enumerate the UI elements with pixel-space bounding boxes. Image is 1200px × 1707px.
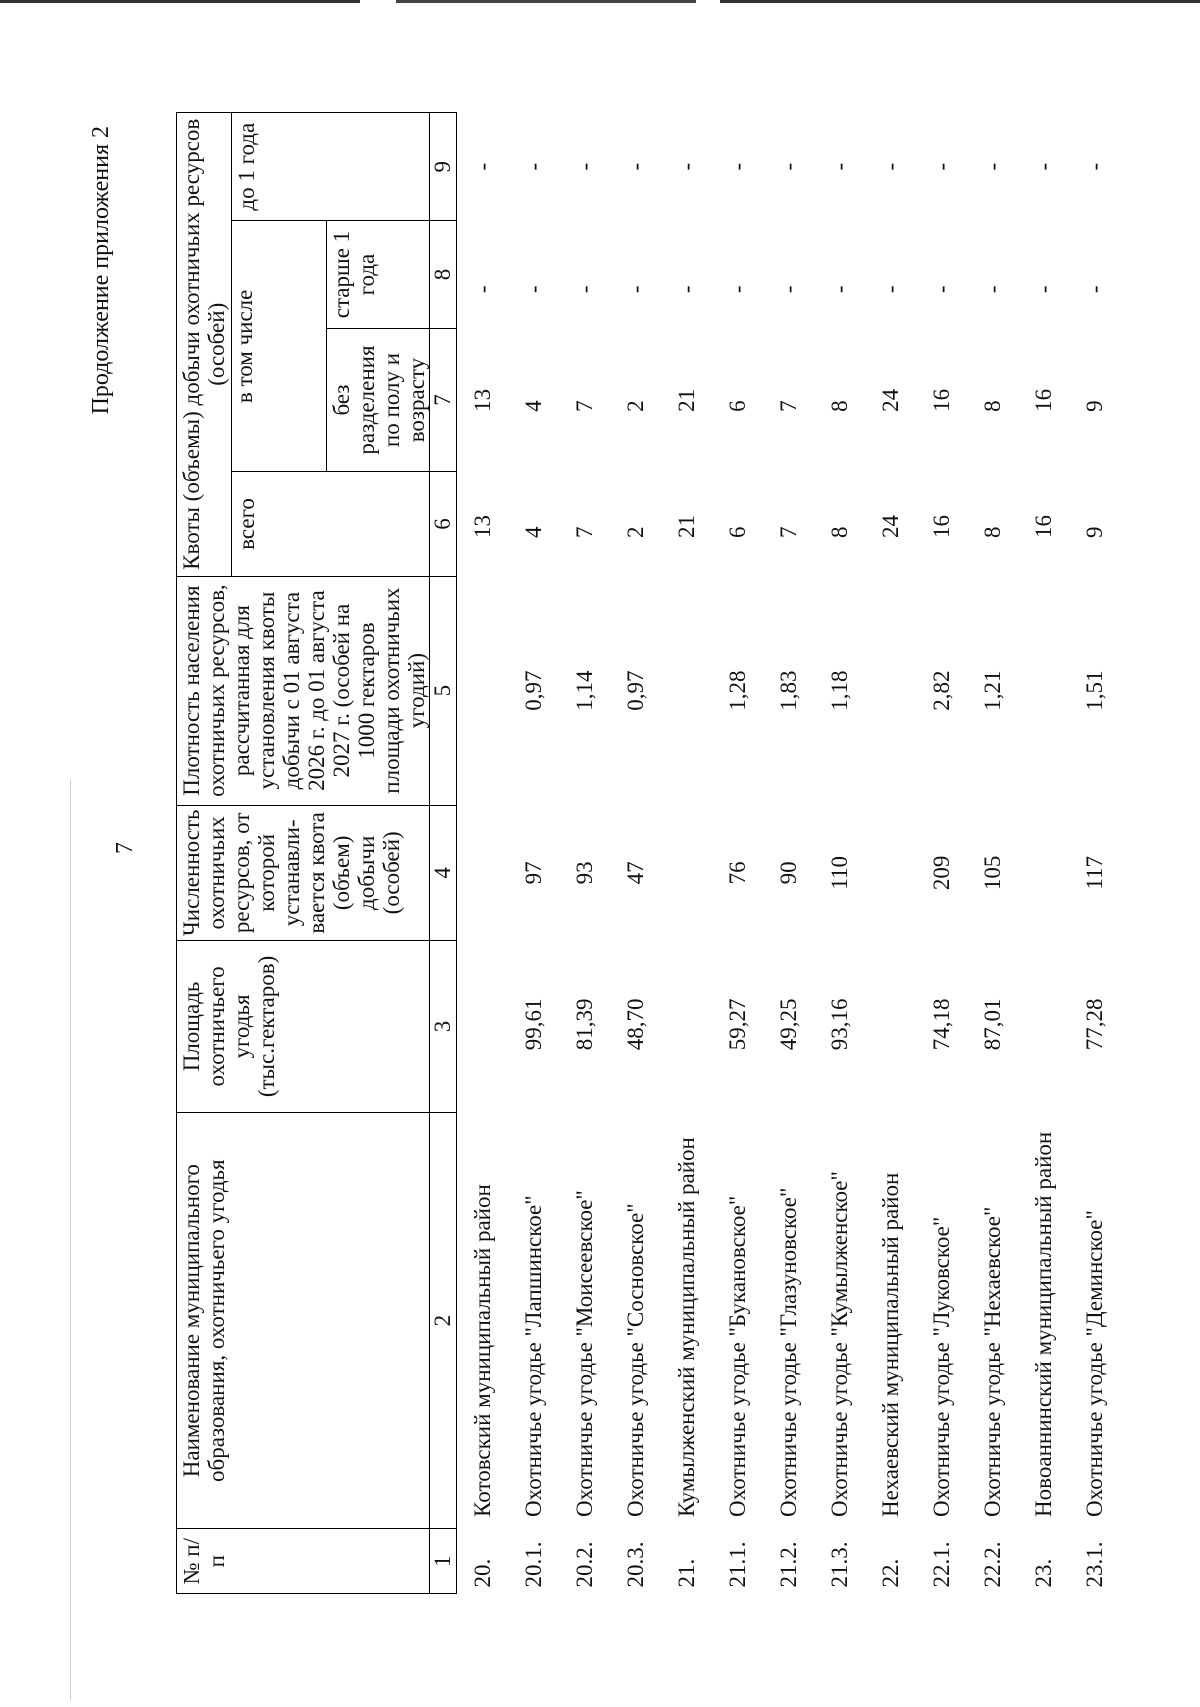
row-area: 74,18 bbox=[928, 998, 954, 1051]
row-area: 77,28 bbox=[1081, 998, 1107, 1051]
row-count: 93 bbox=[571, 861, 597, 885]
row-quota-younger: - bbox=[979, 162, 1005, 171]
row-name: Охотничье угодье "Кумылженское" bbox=[826, 1171, 852, 1517]
row-area bbox=[1018, 941, 1069, 1113]
table-row bbox=[559, 113, 610, 1594]
row-area bbox=[457, 941, 509, 1113]
row-name: Новоаннинский муниципальный район bbox=[1030, 1131, 1056, 1517]
row-density: 1,51 bbox=[1081, 670, 1107, 711]
row-quota-total: 4 bbox=[520, 526, 546, 539]
row-name: Котовский муниципальный район bbox=[469, 1184, 495, 1517]
column-number: 4 bbox=[430, 805, 457, 940]
row-count: 47 bbox=[622, 861, 648, 885]
row-quota-no-division: 7 bbox=[571, 400, 597, 412]
row-number: 23.1. bbox=[1081, 1541, 1107, 1588]
row-density: 1,28 bbox=[724, 670, 750, 711]
row-quota-older: - bbox=[520, 285, 546, 294]
row-name: Охотничье угодье "Луковское" bbox=[928, 1216, 954, 1517]
row-quota-total: 13 bbox=[469, 515, 495, 539]
row-quota-older: - bbox=[826, 285, 852, 294]
row-quota-younger: - bbox=[622, 162, 648, 171]
row-quota-total: 6 bbox=[724, 526, 750, 539]
table-row bbox=[712, 113, 763, 1594]
row-quota-no-division: 8 bbox=[979, 400, 1005, 412]
row-quota-no-division: 16 bbox=[928, 388, 954, 412]
row-quota-younger: - bbox=[775, 162, 801, 171]
row-density bbox=[1018, 576, 1069, 805]
row-quota-total: 16 bbox=[1030, 515, 1056, 539]
header-no-division: без разделения по полу и возрасту bbox=[327, 328, 430, 472]
table-row bbox=[1069, 113, 1120, 1594]
header-number: № п/п bbox=[177, 1529, 430, 1594]
row-number: 21.3. bbox=[826, 1541, 852, 1588]
row-quota-no-division: 16 bbox=[1030, 388, 1056, 412]
row-density: 2,82 bbox=[928, 670, 954, 711]
row-quota-older: - bbox=[775, 285, 801, 294]
row-quota-no-division: 2 bbox=[622, 400, 648, 412]
row-area bbox=[865, 941, 916, 1113]
row-name: Кумылженский муниципальный район bbox=[673, 1137, 699, 1517]
row-number: 21.1. bbox=[724, 1541, 750, 1588]
table-row bbox=[610, 113, 661, 1594]
column-number: 5 bbox=[430, 576, 457, 805]
page-number: 7 bbox=[112, 842, 138, 854]
row-name: Охотничье угодье "Глазуновское" bbox=[775, 1187, 801, 1517]
table-row bbox=[457, 113, 509, 1594]
row-number: 20.3. bbox=[622, 1541, 648, 1588]
header-older: старше 1 года bbox=[327, 221, 430, 328]
row-density bbox=[661, 576, 712, 805]
table-row bbox=[916, 113, 967, 1594]
row-quota-total: 2 bbox=[622, 526, 648, 539]
row-quota-older: - bbox=[1081, 285, 1107, 294]
column-number: 8 bbox=[430, 221, 457, 328]
table-row bbox=[1018, 113, 1069, 1594]
row-quota-older: - bbox=[571, 285, 597, 294]
row-quota-no-division: 9 bbox=[1081, 400, 1107, 412]
header-count: Численность охотничьих ресурсов, от которой устанавли- вается квота (объем) добычи (особей) bbox=[177, 805, 430, 940]
row-number: 20.1. bbox=[520, 1541, 546, 1588]
column-numbers-row bbox=[430, 113, 457, 1594]
row-quota-older: - bbox=[1030, 285, 1056, 294]
row-name: Охотничье угодье "Деминское" bbox=[1081, 1210, 1107, 1517]
row-count: 97 bbox=[520, 861, 546, 885]
row-quota-older: - bbox=[928, 285, 954, 294]
row-quota-no-division: 6 bbox=[724, 400, 750, 412]
table-row bbox=[661, 113, 712, 1594]
row-count bbox=[457, 805, 509, 940]
row-name: Охотничье угодье "Моисеевское" bbox=[571, 1190, 597, 1517]
row-number: 20. bbox=[469, 1558, 495, 1588]
row-count: 117 bbox=[1081, 856, 1107, 890]
row-area: 48,70 bbox=[622, 998, 648, 1051]
row-quota-younger: - bbox=[1081, 162, 1107, 171]
table-row bbox=[814, 113, 865, 1594]
table-row bbox=[508, 113, 559, 1594]
row-density: 1,14 bbox=[571, 670, 597, 711]
row-quota-older: - bbox=[622, 285, 648, 294]
row-quota-younger: - bbox=[826, 162, 852, 171]
continuation-caption: Продолжение приложения 2 bbox=[88, 126, 114, 415]
row-quota-younger: - bbox=[928, 162, 954, 171]
table-row bbox=[967, 113, 1018, 1594]
row-quota-older: - bbox=[979, 285, 1005, 294]
column-number: 7 bbox=[430, 328, 457, 472]
row-number: 21.2. bbox=[775, 1541, 801, 1588]
header-quota: Квоты (объемы) добычи охотничьих ресурсов (особей) bbox=[177, 113, 232, 577]
row-quota-no-division: 24 bbox=[877, 388, 903, 412]
row-quota-younger: - bbox=[1030, 162, 1056, 171]
row-area: 81,39 bbox=[571, 998, 597, 1051]
row-quota-total: 8 bbox=[826, 526, 852, 539]
row-count: 76 bbox=[724, 861, 750, 885]
column-number: 9 bbox=[430, 113, 457, 221]
row-quota-older: - bbox=[469, 285, 495, 294]
row-quota-total: 21 bbox=[673, 515, 699, 539]
row-quota-total: 16 bbox=[928, 515, 954, 539]
row-number: 23. bbox=[1030, 1558, 1056, 1588]
row-count bbox=[1018, 805, 1069, 940]
row-count: 105 bbox=[979, 855, 1005, 891]
row-density: 1,21 bbox=[979, 670, 1005, 711]
row-area: 99,61 bbox=[520, 998, 546, 1051]
column-number: 2 bbox=[430, 1112, 457, 1529]
row-number: 20.2. bbox=[571, 1541, 597, 1588]
row-quota-older: - bbox=[724, 285, 750, 294]
row-density: 0,97 bbox=[520, 670, 546, 711]
table-body bbox=[457, 113, 1121, 1594]
row-area: 93,16 bbox=[826, 998, 852, 1051]
row-density: 0,97 bbox=[622, 670, 648, 711]
row-quota-younger: - bbox=[673, 162, 699, 171]
row-density bbox=[457, 576, 509, 805]
row-area bbox=[661, 941, 712, 1113]
row-quota-older: - bbox=[673, 285, 699, 294]
row-count: 209 bbox=[928, 855, 954, 891]
header-area: Площадь охотничьего угодья (тыс.гектаров) bbox=[177, 941, 430, 1113]
row-count: 90 bbox=[775, 861, 801, 885]
row-name: Охотничье угодье "Сосновское" bbox=[622, 1203, 648, 1517]
quota-table bbox=[176, 112, 1120, 1594]
row-name: Охотничье угодье "Букановское" bbox=[724, 1195, 750, 1517]
row-name: Охотничье угодье "Нехаевское" bbox=[979, 1206, 1005, 1517]
row-number: 22.2. bbox=[979, 1541, 1005, 1588]
table-row bbox=[865, 113, 916, 1594]
row-quota-younger: - bbox=[571, 162, 597, 171]
row-quota-older: - bbox=[877, 285, 903, 294]
row-quota-no-division: 13 bbox=[469, 388, 495, 412]
row-count: 110 bbox=[826, 856, 852, 890]
row-area: 87,01 bbox=[979, 998, 1005, 1051]
row-quota-total: 9 bbox=[1081, 526, 1107, 539]
header-density: Плотность населения охотничьих ресурсов, рассчитанная для установления квоты добычи с 01 августа 2026 г. до 01 августа 2027 г. (особей на 1000 гектаров площади охотничьих угодий) bbox=[177, 576, 430, 805]
row-quota-total: 7 bbox=[571, 526, 597, 539]
table-row bbox=[763, 113, 814, 1594]
row-area: 49,25 bbox=[775, 998, 801, 1051]
row-quota-no-division: 7 bbox=[775, 400, 801, 412]
row-number: 21. bbox=[673, 1558, 699, 1588]
row-quota-total: 24 bbox=[877, 515, 903, 539]
row-name: Нехаевский муниципальный район bbox=[877, 1172, 903, 1517]
row-quota-no-division: 21 bbox=[673, 388, 699, 412]
row-name: Охотничье угодье "Лапшинское" bbox=[520, 1195, 546, 1517]
column-number: 6 bbox=[430, 472, 457, 576]
row-density: 1,18 bbox=[826, 670, 852, 711]
row-quota-no-division: 8 bbox=[826, 400, 852, 412]
row-density bbox=[865, 576, 916, 805]
row-number: 22.1. bbox=[928, 1541, 954, 1588]
column-number: 1 bbox=[430, 1529, 457, 1594]
header-including: в том числе bbox=[232, 221, 327, 472]
row-quota-younger: - bbox=[520, 162, 546, 171]
row-density: 1,83 bbox=[775, 670, 801, 711]
header-name: Наименование муниципального образования, охотничьего угодья bbox=[177, 1112, 430, 1529]
row-quota-younger: - bbox=[724, 162, 750, 171]
column-number: 3 bbox=[430, 941, 457, 1113]
header-total: всего bbox=[232, 472, 430, 576]
row-quota-total: 7 bbox=[775, 526, 801, 539]
row-number: 22. bbox=[877, 1558, 903, 1588]
row-quota-total: 8 bbox=[979, 526, 1005, 539]
row-count bbox=[661, 805, 712, 940]
header-younger: до 1 года bbox=[232, 113, 430, 221]
row-quota-younger: - bbox=[877, 162, 903, 171]
row-quota-younger: - bbox=[469, 162, 495, 171]
row-count bbox=[865, 805, 916, 940]
row-area: 59,27 bbox=[724, 998, 750, 1051]
row-quota-no-division: 4 bbox=[520, 400, 546, 412]
